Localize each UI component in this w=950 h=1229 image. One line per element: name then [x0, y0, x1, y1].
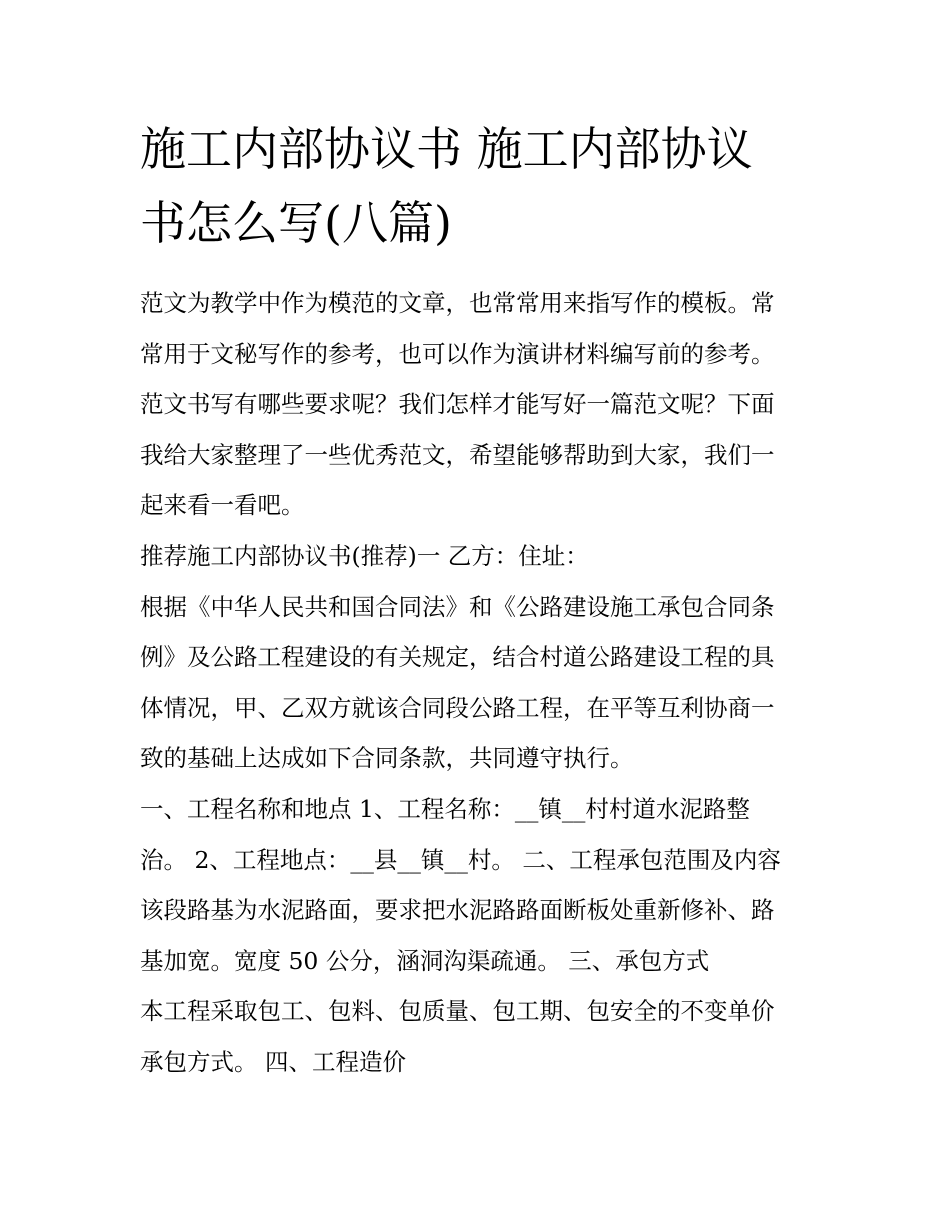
document-body	[140, 278, 816, 1088]
body-line: 体情况，甲、乙双方就该合同段公路工程，在平等互利协商一	[140, 693, 775, 722]
title-line: 施工内部协议书 施工内部协议	[140, 122, 753, 176]
body-line: 承包方式。 四、工程造价	[140, 1047, 406, 1076]
body-line: 根据《中华人民共和国合同法》和《公路建设施工承包合同条	[140, 592, 775, 621]
body-line: 治。 2、工程地点：__县__镇__村。 二、工程承包范围及内容	[140, 845, 781, 874]
body-line: 我给大家整理了一些优秀范文，希望能够帮助到大家，我们一	[140, 440, 775, 469]
body-line: 起来看一看吧。	[140, 491, 305, 520]
body-line: 范文书写有哪些要求呢？我们怎样才能写好一篇范文呢？下面	[140, 390, 775, 419]
title-line: 书怎么写(八篇)	[140, 196, 452, 250]
body-line: 致的基础上达成如下合同条款，共同遵守执行。	[140, 744, 634, 773]
document-title	[140, 112, 820, 260]
body-line: 范文为教学中作为模范的文章，也常常用来指写作的模板。常	[140, 289, 775, 317]
body-line: 一、工程名称和地点 1、工程名称：__镇__村村道水泥路整	[140, 794, 750, 823]
body-line: 基加宽。宽度 50 公分，涵洞沟渠疏通。 三、承包方式	[140, 946, 710, 975]
body-line: 常用于文秘写作的参考，也可以作为演讲材料编写前的参考。	[140, 339, 775, 368]
body-line: 推荐施工内部协议书(推荐)一 乙方：住址：	[140, 541, 589, 570]
body-line: 该段路基为水泥路面，要求把水泥路路面断板处重新修补、路	[140, 896, 775, 925]
body-line: 本工程采取包工、包料、包质量、包工期、包安全的不变单价	[140, 997, 775, 1026]
body-line: 例》及公路工程建设的有关规定，结合村道公路建设工程的具	[140, 643, 775, 672]
